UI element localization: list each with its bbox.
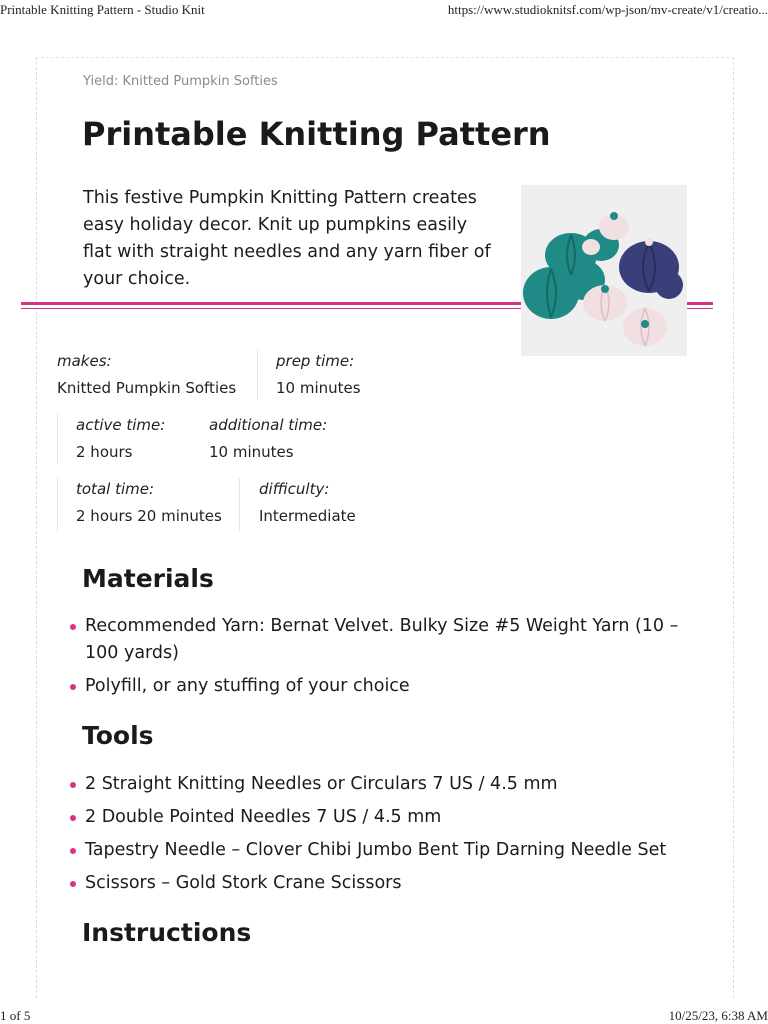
list-item: [65, 870, 705, 897]
meta-divider: [57, 478, 58, 532]
pumpkins-illustration: [521, 185, 687, 356]
print-url: https://www.studioknitsf.com/wp-json/mv-create/v1/creatio...: [447, 2, 768, 17]
list-item: [65, 613, 705, 667]
print-page-title: Printable Knitting Pattern - Studio Knit: [0, 2, 205, 17]
difficulty-label: difficulty:: [259, 480, 330, 498]
print-header: [0, 0, 768, 20]
tool-item: Tapestry Needle – Clover Chibi Jumbo Bent Tip Darning Needle Set: [85, 840, 667, 860]
meta-divider: [57, 414, 58, 464]
list-item: [65, 673, 705, 700]
bullet-dot: [70, 624, 76, 630]
bullet-dot: [70, 881, 76, 887]
prep-time-value: 10 minutes: [276, 379, 361, 397]
tool-item: 2 Double Pointed Needles 7 US / 4.5 mm: [85, 807, 442, 827]
recipe-title: Printable Knitting Pattern: [82, 115, 551, 153]
list-item: [65, 804, 705, 831]
total-time-value: 2 hours 20 minutes: [76, 507, 222, 525]
recipe-yield: Yield: Knitted Pumpkin Softies: [83, 74, 278, 89]
instructions-heading: Instructions: [82, 918, 252, 947]
additional-time-value: 10 minutes: [209, 443, 294, 461]
bullet-dot: [70, 684, 76, 690]
total-time-label: total time:: [76, 480, 155, 498]
additional-time-label: additional time:: [209, 416, 328, 434]
material-item: Recommended Yarn: Bernat Velvet. Bulky Size #5 Weight Yarn (10 – 100 yards): [85, 616, 679, 663]
list-item: [65, 837, 705, 864]
difficulty-value: Intermediate: [259, 507, 356, 525]
print-timestamp: 10/25/23, 6:38 AM: [668, 1008, 768, 1023]
print-page-number: 1 of 5: [0, 1008, 31, 1023]
tools-list: [65, 771, 705, 903]
knitted-pumpkins-photo: [521, 185, 687, 356]
meta-divider: [257, 350, 258, 400]
list-item: [65, 771, 705, 798]
makes-label: makes:: [57, 352, 112, 370]
recipe-summary: This festive Pumpkin Knitting Pattern creates easy holiday decor. Knit up pumpkins easily flat with straight needles and any yarn fiber of your choice.: [83, 188, 491, 289]
meta-divider: [239, 478, 240, 532]
makes-value: Knitted Pumpkin Softies: [57, 379, 237, 397]
bullet-dot: [70, 782, 76, 788]
materials-list: [65, 613, 705, 706]
tools-heading: Tools: [82, 721, 154, 750]
tool-item: 2 Straight Knitting Needles or Circulars 7 US / 4.5 mm: [85, 774, 558, 794]
material-item: Polyfill, or any stuffing of your choice: [85, 676, 410, 696]
active-time-value: 2 hours: [76, 443, 133, 461]
bullet-dot: [70, 815, 76, 821]
tool-item: Scissors – Gold Stork Crane Scissors: [85, 873, 402, 893]
prep-time-label: prep time:: [276, 352, 355, 370]
materials-heading: Materials: [82, 564, 214, 593]
print-footer: [0, 1004, 768, 1024]
bullet-dot: [70, 848, 76, 854]
recipe-card: [36, 57, 734, 998]
active-time-label: active time:: [76, 416, 166, 434]
